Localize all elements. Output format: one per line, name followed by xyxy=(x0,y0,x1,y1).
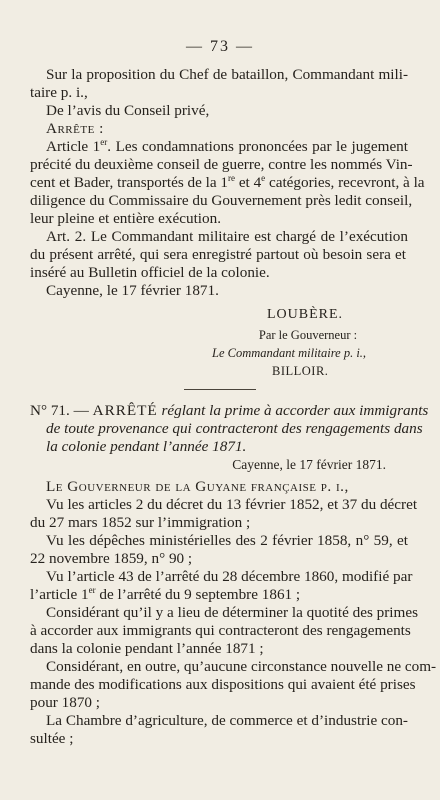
arrete-word: ARRÊTÉ xyxy=(92,402,158,419)
text-line: à accorder aux immigrants qui contracteront des rengagements xyxy=(30,622,411,639)
text-line: Considérant qu’il y a lieu de déterminer la quotité des primes xyxy=(46,604,418,621)
text-line: cent et Bader, transportés de la 1re et 4e catégories, recevront, à la xyxy=(30,172,425,191)
text-line: 22 novembre 1859, n° 90 ; xyxy=(30,550,193,567)
officer-signature: BILLOIR. xyxy=(272,364,329,378)
text-line: La Chambre d’agriculture, de commerce et d’industrie con- xyxy=(46,712,408,729)
text-line: dans la colonie pendant l’année 1871 ; xyxy=(30,640,264,657)
text-line: l’article 1er de l’arrêté du 9 septembre 1861 ; xyxy=(30,584,301,603)
arrete-71-title-line-1: N° 71. — ARRÊTÉ réglant la prime à accorder aux immigrants xyxy=(30,402,429,419)
page-number: — 73 — xyxy=(186,38,254,55)
officer-title: Le Commandant militaire p. i., xyxy=(212,346,367,360)
arrete-number: N° 71. xyxy=(30,402,70,419)
text-line: Considérant, en outre, qu’aucune circonstance nouvelle ne com- xyxy=(46,658,437,675)
on-behalf-label: Par le Gouverneur : xyxy=(258,328,358,342)
governor-signature: LOUBÈRE. xyxy=(266,307,344,322)
text-line: mande des modifications aux dispositions qui avaient été prises xyxy=(30,676,416,693)
text-line: du 27 mars 1852 sur l’immigration ; xyxy=(30,514,251,531)
text-line: taire p. i., xyxy=(30,84,88,101)
text-line: diligence du Commissaire du Gouvernement près ledit conseil, xyxy=(30,192,413,209)
signing-date: Cayenne, le 17 février 1871. xyxy=(46,282,219,299)
text-line: précité du deuxième conseil de guerre, contre les nommés Vin- xyxy=(30,156,413,173)
text-line: du présent arrêté, qui sera enregistré partout où besoin sera et xyxy=(30,246,406,263)
text-line: Vu l’article 43 de l’arrêté du 28 décembre 1860, modifié par xyxy=(46,568,413,585)
section-divider xyxy=(184,389,256,390)
text-line: Sur la proposition du Chef de bataillon, Commandant mili- xyxy=(46,66,408,83)
text-line: leur pleine et entière exécution. xyxy=(30,210,222,227)
arrete-71-date: Cayenne, le 17 février 1871. xyxy=(232,457,386,472)
arrete-71-title-line-3: la colonie pendant l’année 1871. xyxy=(46,438,247,455)
text-line: inséré au Bulletin officiel de la colonie. xyxy=(30,264,270,281)
text-line: sultée ; xyxy=(30,730,74,747)
text-line: De l’avis du Conseil privé, xyxy=(46,102,210,119)
text-line: pour 1870 ; xyxy=(30,694,101,711)
text-line: Le Gouverneur de la Guyane française p. i., xyxy=(46,478,349,495)
text-line: Article 1er. Les condamnations prononcées par le jugement xyxy=(46,136,408,155)
text-line: Vu les articles 2 du décret du 13 février 1852, et 37 du décret xyxy=(46,496,418,513)
text-line: Vu les dépêches ministérielles des 2 février 1858, n° 59, et xyxy=(46,532,408,549)
arrete-heading: Arrête : xyxy=(46,120,104,137)
arrete-71-title-line-2: de toute provenance qui contracteront des rengagements dans xyxy=(46,420,423,437)
text-line: Art. 2. Le Commandant militaire est chargé de l’exécution xyxy=(46,228,408,245)
